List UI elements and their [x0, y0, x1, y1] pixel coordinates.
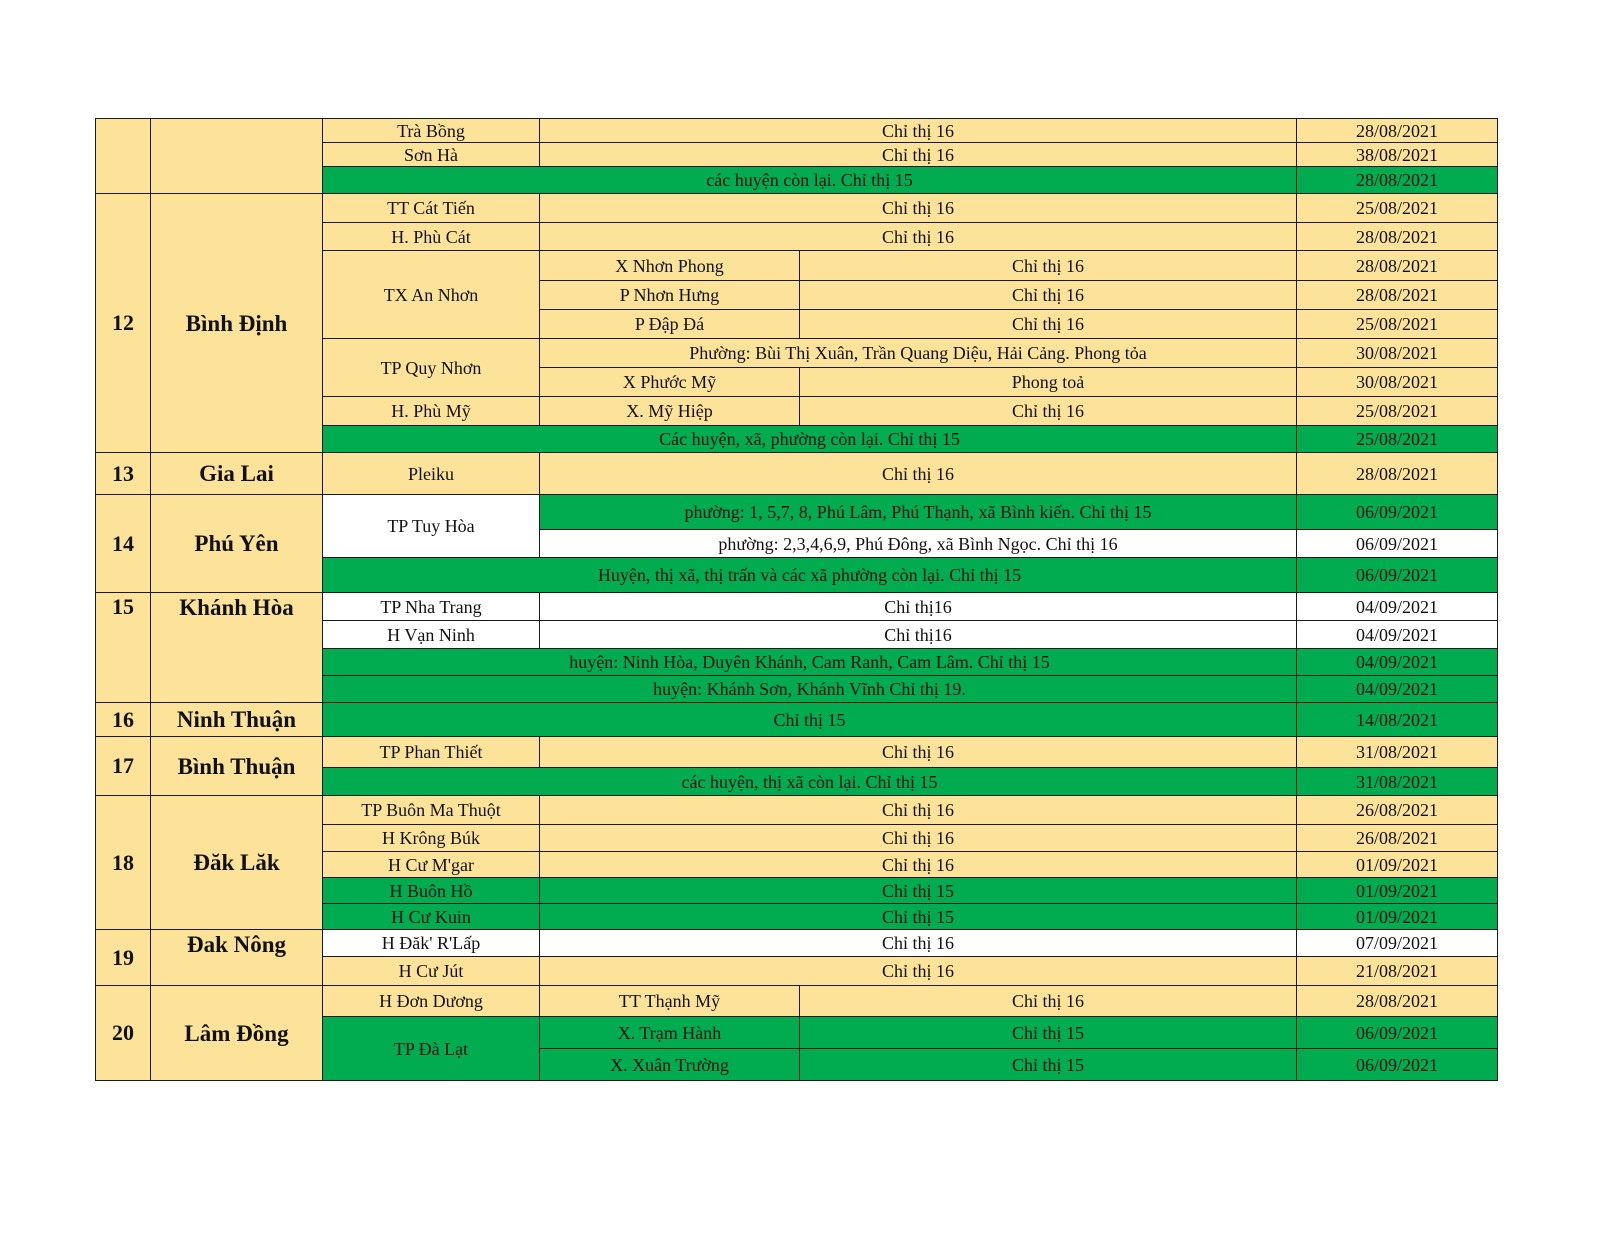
district-cell: TP Buôn Ma Thuột: [323, 796, 540, 825]
province-name: Phú Yên: [151, 495, 323, 593]
province-name: Khánh Hòa: [151, 593, 323, 703]
table-row: [96, 930, 1498, 957]
table-row: [96, 119, 1498, 143]
province-name: Bình Định: [151, 194, 323, 453]
ward-cell: TT Thạnh Mỹ: [540, 986, 800, 1017]
date-cell: 31/08/2021: [1297, 768, 1498, 796]
measure-cell: phường: 2,3,4,6,9, Phú Đông, xã Bình Ngọc. Chỉ thị 16: [540, 530, 1297, 558]
measure-cell: phường: 1, 5,7, 8, Phú Lâm, Phú Thạnh, xã Bình kiến. Chỉ thị 15: [540, 495, 1297, 530]
table-row: [96, 194, 1498, 223]
measure-cell: Phong toả: [800, 368, 1297, 397]
date-cell: 28/08/2021: [1297, 281, 1498, 310]
date-cell: 28/08/2021: [1297, 986, 1498, 1017]
date-cell: 31/08/2021: [1297, 737, 1498, 768]
measure-cell: Chỉ thị 16: [540, 223, 1297, 251]
restriction-table: [95, 118, 1498, 1081]
date-cell: 25/08/2021: [1297, 426, 1498, 453]
date-cell: 04/09/2021: [1297, 621, 1498, 649]
province-name: Gia Lai: [151, 453, 323, 495]
remaining-areas-cell: Các huyện, xã, phường còn lại. Chỉ thị 15: [323, 426, 1297, 453]
district-cell: H. Phù Mỹ: [323, 397, 540, 426]
row-number: [96, 119, 151, 194]
measure-cell: Chỉ thị 16: [800, 397, 1297, 426]
province-name: Bình Thuận: [151, 737, 323, 796]
district-cell: H Krông Búk: [323, 825, 540, 852]
date-cell: 06/09/2021: [1297, 558, 1498, 593]
measure-cell: Chỉ thị 16: [800, 310, 1297, 339]
date-cell: 01/09/2021: [1297, 852, 1498, 878]
date-cell: 25/08/2021: [1297, 397, 1498, 426]
table-row: [96, 796, 1498, 825]
date-cell: 25/08/2021: [1297, 310, 1498, 339]
date-cell: 30/08/2021: [1297, 339, 1498, 368]
table-row: [96, 986, 1498, 1017]
district-cell: H Cư Jút: [323, 957, 540, 986]
date-cell: 01/09/2021: [1297, 878, 1498, 904]
district-cell: TP Đà Lạt: [323, 1017, 540, 1081]
ward-cell: P Đập Đá: [540, 310, 800, 339]
row-number: 17: [96, 737, 151, 796]
district-cell: Sơn Hà: [323, 143, 540, 167]
row-number: 15: [96, 593, 151, 703]
ward-cell: X Phước Mỹ: [540, 368, 800, 397]
district-cell: H Vạn Ninh: [323, 621, 540, 649]
row-number: 18: [96, 796, 151, 930]
date-cell: 04/09/2021: [1297, 676, 1498, 703]
date-cell: 04/09/2021: [1297, 593, 1498, 621]
measure-cell: Chỉ thị 16: [800, 986, 1297, 1017]
district-cell: H Cư M'gar: [323, 852, 540, 878]
measure-cell: Chỉ thị 16: [540, 143, 1297, 167]
row-number: 13: [96, 453, 151, 495]
province-name: Ninh Thuận: [151, 703, 323, 737]
measure-cell: Chỉ thị 16: [540, 194, 1297, 223]
table-row: [96, 453, 1498, 495]
row-number: 19: [96, 930, 151, 986]
ward-cell: X. Mỹ Hiệp: [540, 397, 800, 426]
district-cell: TP Nha Trang: [323, 593, 540, 621]
remaining-areas-cell: huyện: Khánh Sơn, Khánh Vĩnh Chỉ thị 19.: [323, 676, 1297, 703]
measure-cell: Chỉ thị 16: [540, 930, 1297, 957]
remaining-areas-cell: các huyện, thị xã còn lại. Chỉ thị 15: [323, 768, 1297, 796]
remaining-areas-cell: huyện: Ninh Hòa, Duyên Khánh, Cam Ranh, Cam Lâm. Chỉ thị 15: [323, 649, 1297, 676]
district-cell: Pleiku: [323, 453, 540, 495]
district-cell: TP Quy Nhơn: [323, 339, 540, 397]
row-number: 12: [96, 194, 151, 453]
province-name: Đăk Lăk: [151, 796, 323, 930]
measure-cell: Chỉ thị 15: [323, 703, 1297, 737]
row-number: 14: [96, 495, 151, 593]
district-cell: H Đơn Dương: [323, 986, 540, 1017]
district-cell: H Cư Kuin: [323, 904, 540, 930]
measure-cell: Chỉ thị 15: [540, 878, 1297, 904]
date-cell: 06/09/2021: [1297, 530, 1498, 558]
measure-cell: Chỉ thị 16: [800, 251, 1297, 281]
date-cell: 06/09/2021: [1297, 1049, 1498, 1081]
measure-cell: Chỉ thị 16: [540, 737, 1297, 768]
date-cell: 25/08/2021: [1297, 194, 1498, 223]
district-cell: TX An Nhơn: [323, 251, 540, 339]
table-row: [96, 593, 1498, 621]
date-cell: 06/09/2021: [1297, 495, 1498, 530]
district-cell: TP Phan Thiết: [323, 737, 540, 768]
date-cell: 07/09/2021: [1297, 930, 1498, 957]
district-cell: H. Phù Cát: [323, 223, 540, 251]
measure-cell: Phường: Bùi Thị Xuân, Trần Quang Diệu, Hải Cảng. Phong tỏa: [540, 339, 1297, 368]
measure-cell: Chỉ thị 16: [540, 119, 1297, 143]
table-row: [96, 737, 1498, 768]
measure-cell: Chỉ thị 15: [800, 1049, 1297, 1081]
district-cell: TT Cát Tiến: [323, 194, 540, 223]
ward-cell: P Nhơn Hưng: [540, 281, 800, 310]
date-cell: 01/09/2021: [1297, 904, 1498, 930]
row-number: 16: [96, 703, 151, 737]
date-cell: 26/08/2021: [1297, 825, 1498, 852]
measure-cell: Chỉ thị 16: [540, 453, 1297, 495]
measure-cell: Chỉ thị16: [540, 621, 1297, 649]
ward-cell: X. Trạm Hành: [540, 1017, 800, 1049]
date-cell: 04/09/2021: [1297, 649, 1498, 676]
measure-cell: Chỉ thị 16: [540, 796, 1297, 825]
measure-cell: Chỉ thị 16: [540, 957, 1297, 986]
date-cell: 28/08/2021: [1297, 223, 1498, 251]
date-cell: 14/08/2021: [1297, 703, 1498, 737]
date-cell: 06/09/2021: [1297, 1017, 1498, 1049]
province-name: [151, 119, 323, 194]
ward-cell: X Nhơn Phong: [540, 251, 800, 281]
table-row: [96, 495, 1498, 530]
date-cell: 21/08/2021: [1297, 957, 1498, 986]
date-cell: 38/08/2021: [1297, 143, 1498, 167]
measure-cell: Chỉ thị 15: [800, 1017, 1297, 1049]
measure-cell: Chỉ thị 16: [800, 281, 1297, 310]
measure-cell: Chỉ thị 15: [540, 904, 1297, 930]
province-name: Đak Nông: [151, 930, 323, 986]
measure-cell: Chỉ thị 16: [540, 852, 1297, 878]
measure-cell: Chỉ thị 16: [540, 825, 1297, 852]
date-cell: 28/08/2021: [1297, 119, 1498, 143]
district-cell: Trà Bồng: [323, 119, 540, 143]
date-cell: 28/08/2021: [1297, 251, 1498, 281]
province-name: Lâm Đồng: [151, 986, 323, 1081]
row-number: 20: [96, 986, 151, 1081]
remaining-areas-cell: các huyện còn lại. Chỉ thị 15: [323, 167, 1297, 194]
date-cell: 30/08/2021: [1297, 368, 1498, 397]
measure-cell: Chỉ thị16: [540, 593, 1297, 621]
table-row: [96, 703, 1498, 737]
district-cell: H Buôn Hồ: [323, 878, 540, 904]
date-cell: 28/08/2021: [1297, 453, 1498, 495]
date-cell: 28/08/2021: [1297, 167, 1498, 194]
district-cell: TP Tuy Hòa: [323, 495, 540, 558]
district-cell: H Đăk' R'Lấp: [323, 930, 540, 957]
remaining-areas-cell: Huyện, thị xã, thị trấn và các xã phường còn lại. Chỉ thị 15: [323, 558, 1297, 593]
ward-cell: X. Xuân Trường: [540, 1049, 800, 1081]
date-cell: 26/08/2021: [1297, 796, 1498, 825]
